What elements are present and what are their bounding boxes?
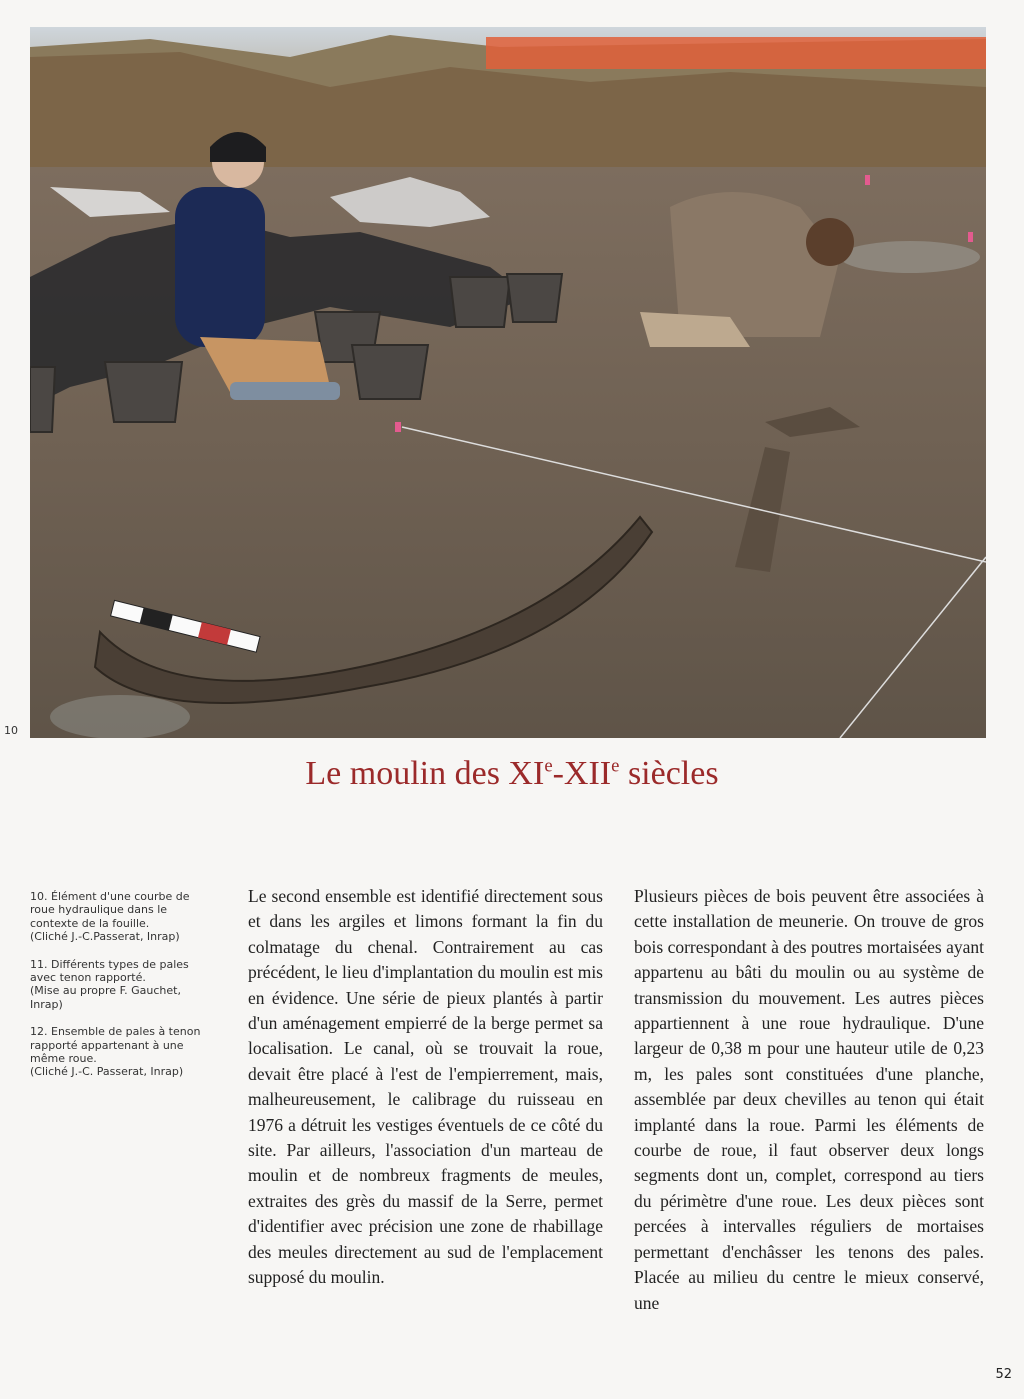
title-middle: -XII: [552, 755, 612, 792]
caption-line: (Cliché J.-C. Passerat, Inrap): [30, 1065, 184, 1079]
title-suffix: siècles: [619, 755, 719, 792]
caption-line: rapporté appartenant à une: [30, 1038, 184, 1052]
caption-line: contexte de la fouille.: [30, 916, 150, 930]
caption-line: avec tenon rapporté.: [30, 971, 146, 985]
body-column-2: Plusieurs pièces de bois peuvent être associées à cette installation de meunerie. On trouve de gros bois correspondant à des poutres mortaisées ayant appartenu au bâti du moulin ou au système de transmission du mouvement. Les autres pièces appartiennent à une roue hydraulique. D'une largeur de 0,38 m pour une hauteur utile de 0,23 m, les pales sont constituées d'une planche, assemblée par deux chevilles au tenon qui était implanté dans la roue. Parmi les éléments de courbe de roue, il faut observer deux longs segments dont un, complet, correspond au tiers du périmètre d'une roue. Les deux pièces sont percées à intervalles réguliers de mortaises permettant d'enchâsser les tenons des pales. Placée au milieu du centre le mieux conservé, une: [634, 886, 984, 1313]
caption-line: 10. Élément d'une courbe de: [30, 890, 190, 903]
caption-line: (Cliché J.-C.Passerat, Inrap): [30, 930, 180, 944]
caption-line: roue hydraulique dans le: [30, 903, 168, 917]
caption-line: même roue.: [30, 1052, 97, 1066]
caption-line: 12. Ensemble de pales à tenon: [30, 1025, 201, 1039]
figure-number: 10: [4, 724, 18, 737]
excavation-photo: [30, 27, 986, 738]
caption-11: [30, 958, 210, 1012]
section-title: [0, 755, 1024, 793]
caption-line: (Mise au propre F. Gauchet,: [30, 984, 181, 998]
title-prefix: Le moulin des XI: [305, 755, 545, 792]
title-sup-1: e: [544, 755, 553, 777]
caption-line: 11. Différents types de pales: [30, 957, 189, 971]
figure-captions: [30, 890, 210, 1093]
body-column-1: Le second ensemble est identifié directement sous et dans les argiles et limons formant la fin du colmatage du chenal. Contrairement au cas précédent, le lieu d'implantation du moulin est mis en évidence. Une série de pieux plantés à partir d'un aménagement empierré de la berge permet sa localisation. Le canal, où se trouvait la roue, devait être placé à l'est de l'empierrement, mais, malheureusement, le calibrage du ruisseau en 1976 a détruit les vestiges éventuels de ce côté du site. Par ailleurs, l'association d'un marteau de moulin et de nombreux fragments de meules, extraites des grès du massif de la Serre, permet d'identifier avec précision une zone de rhabillage des meules directement au sud de l'emplacement supposé du moulin.: [248, 886, 603, 1288]
title-sup-2: e: [611, 755, 620, 777]
orange-fence: [486, 37, 986, 69]
page-number: 52: [995, 1367, 1012, 1382]
caption-12: [30, 1025, 210, 1079]
caption-10: [30, 890, 210, 944]
caption-line: Inrap): [30, 997, 63, 1011]
